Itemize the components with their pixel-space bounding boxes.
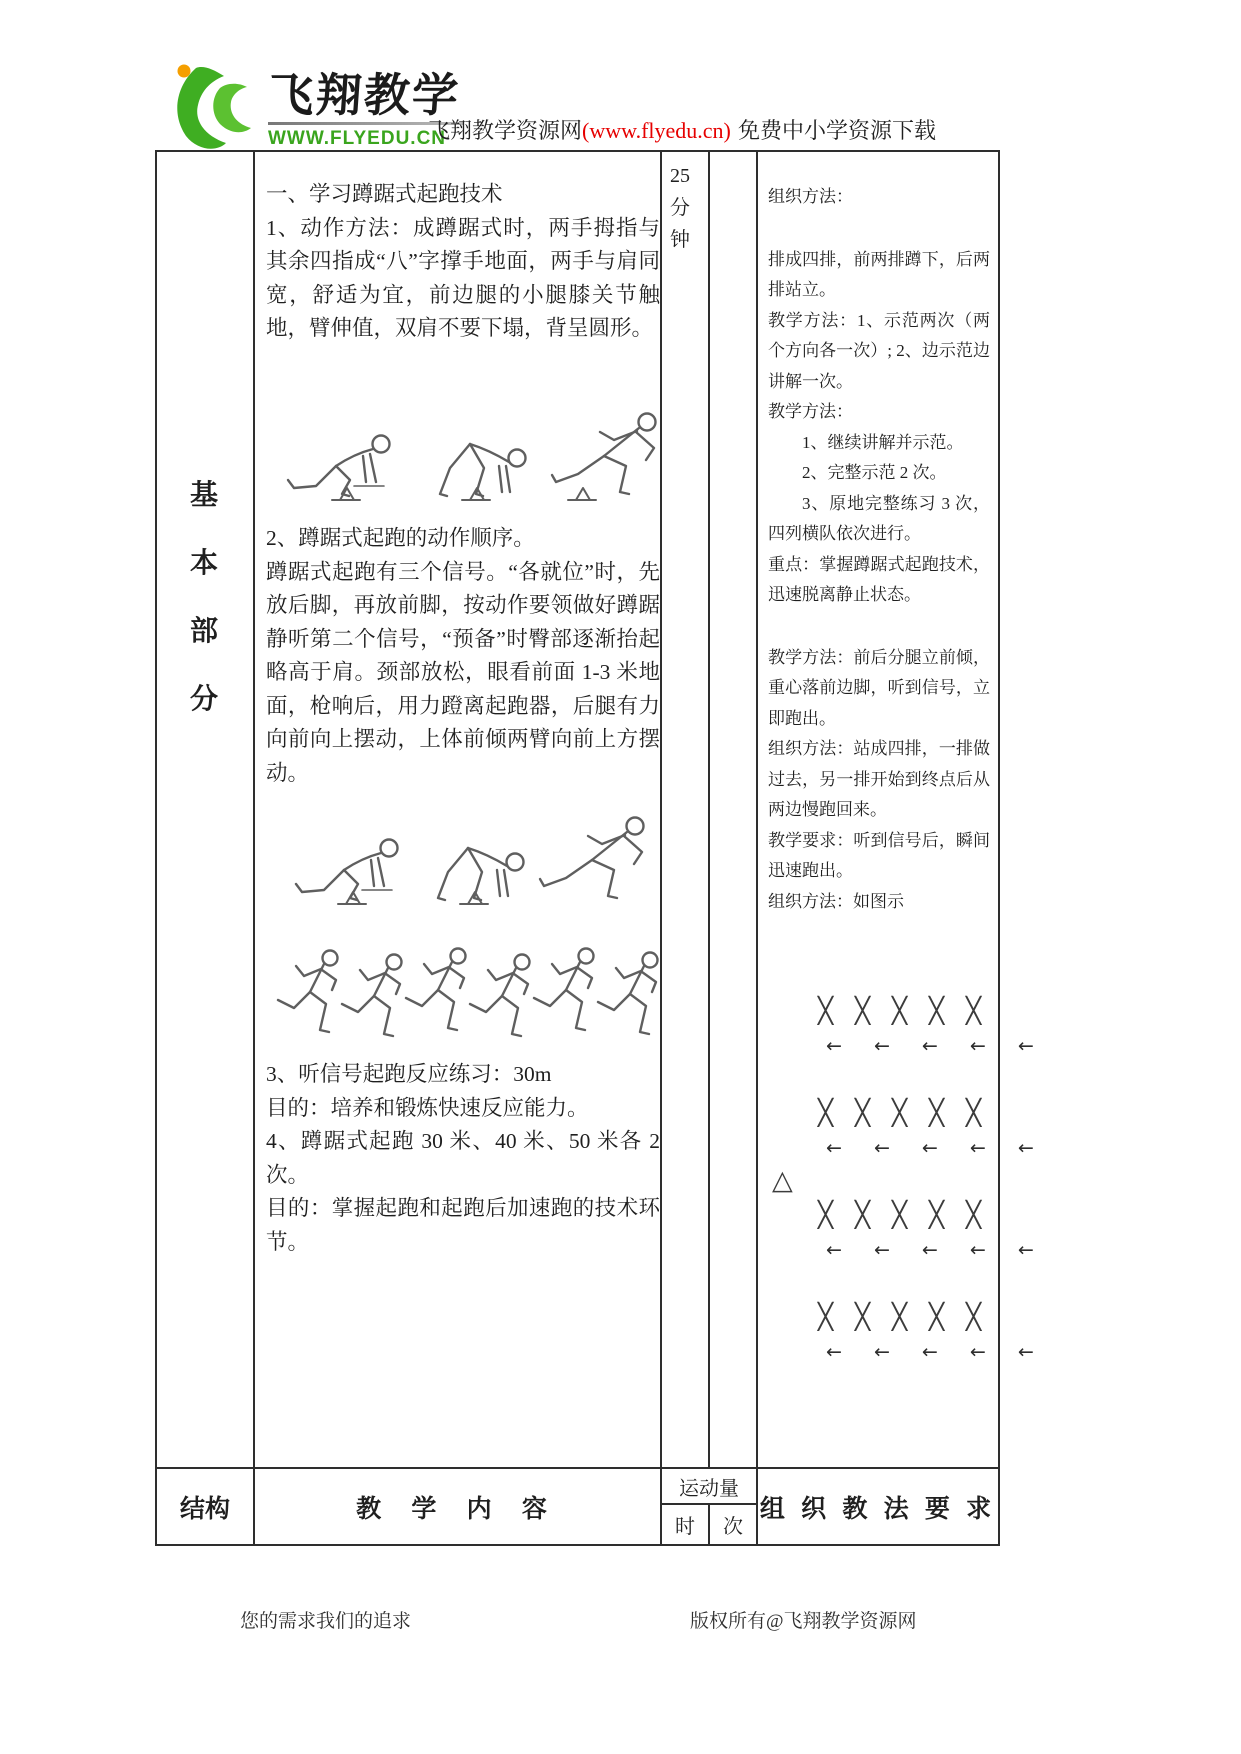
structure-char-1: 基 xyxy=(189,480,218,511)
illustration-start-sequence-2 xyxy=(272,790,672,1042)
structure-char-2: 本 xyxy=(189,548,218,579)
formation-row-1 xyxy=(818,994,1047,1058)
method-teach-3: 教学方法：前后分腿立前倾，重心落前边脚，听到信号，立即跑出。 xyxy=(768,647,990,728)
arrows-row: ← ← ← ← ← xyxy=(826,1035,1047,1057)
teaching-content-2 xyxy=(266,522,660,790)
formation-row-2 xyxy=(818,1096,1047,1160)
arrows-row: ← ← ← ← ← xyxy=(826,1137,1047,1159)
method-org-1-desc: 排成四排，前两排蹲下，后两排站立。 xyxy=(768,249,990,299)
method-step-1: 1、继续讲解并示范。 xyxy=(802,432,964,452)
logo-site-text: WWW.FLYEDU.CN xyxy=(268,128,447,149)
content-sequence-desc: 蹲踞式起跑有三个信号。“各就位”时，先放后脚，再放前脚，按动作要领做好蹲踞静听第二个信号，“预备”时臀部逐渐抬起略高于肩。颈部放松，眼看前面 1-3 米地面，枪响后，用力蹬离起跑器，后腿有力向前向上摆动，上体前倾两臂向前上方摆动。 xyxy=(266,559,660,785)
structure-vertical-label xyxy=(155,482,253,754)
col-header-time: 时 xyxy=(675,1516,695,1538)
col-header-count: 次 xyxy=(723,1516,743,1538)
content-sequence-heading: 2、蹲踞式起跑的动作顺序。 xyxy=(266,526,535,550)
arrows-row: ← ← ← ← ← xyxy=(826,1239,1047,1261)
teaching-content xyxy=(266,178,660,346)
col-sep-structure xyxy=(253,150,255,1546)
students-row: ╳ ╳ ╳ ╳ ╳ xyxy=(818,1200,989,1229)
header-title xyxy=(428,114,731,145)
structure-char-3: 部 xyxy=(189,616,218,647)
method-step-3: 3、原地完整练习 3 次，四列横队依次进行。 xyxy=(768,493,990,543)
arrows-row: ← ← ← ← ← xyxy=(826,1341,1047,1363)
teaching-content-3 xyxy=(266,1058,660,1259)
footer-slogan: 您的需求我们的追求 xyxy=(240,1611,412,1632)
col-header-method: 组 织 教 法 要 求 xyxy=(759,1495,997,1523)
content-heading: 一、学习蹲踞式起跑技术 xyxy=(266,182,503,206)
method-step-2: 2、完整示范 2 次。 xyxy=(802,463,947,482)
table-border-top xyxy=(155,150,1000,152)
col-sep-time-count xyxy=(708,150,710,1467)
header-title-text: 飞翔教学资源网 xyxy=(428,118,583,143)
duration-zhong: 钟 xyxy=(670,229,690,251)
method-requirement: 教学要求：听到信号后，瞬间迅速跑出。 xyxy=(768,830,990,880)
method-org-diagram-label: 组织方法：如图示 xyxy=(768,891,904,911)
logo-brand-text: 飞翔教学 xyxy=(266,69,462,121)
students-row: ╳ ╳ ╳ ╳ ╳ xyxy=(818,996,989,1025)
structure-char-4: 分 xyxy=(189,684,218,715)
content-purpose-1: 目的：培养和锻炼快速反应能力。 xyxy=(266,1095,589,1120)
col-header-structure: 结构 xyxy=(179,1495,230,1523)
illustration-start-sequence-1 xyxy=(280,382,670,514)
content-drill-3: 3、听信号起跑反应练习：30m xyxy=(266,1062,552,1086)
content-method-desc: 1、动作方法：成蹲踞式时，两手拇指与其余四指成“八”字撑手地面，两手与肩同宽，舒适为宜，前边腿的小腿膝关节触地，臂伸值，双肩不要下塌，背呈圆形。 xyxy=(266,215,660,340)
duration-25: 25 xyxy=(670,165,690,187)
method-teach-1: 教学方法：1、示范两次（两个方向各一次）; 2、边示范边讲解一次。 xyxy=(768,310,990,391)
content-drill-4: 4、蹲踞式起跑 30 米、40 米、50 米各 2 次。 xyxy=(266,1129,660,1187)
header-tagline: 免费中小学资源下载 xyxy=(738,118,937,143)
students-row: ╳ ╳ ╳ ╳ ╳ xyxy=(818,1302,989,1331)
formation-row-3 xyxy=(818,1198,1047,1262)
students-row: ╳ ╳ ╳ ╳ ╳ xyxy=(818,1098,989,1127)
method-teach-2: 教学方法： xyxy=(768,402,853,421)
teacher-marker: △ xyxy=(772,1165,793,1196)
footer-copyright: 版权所有@飞翔教学资源网 xyxy=(690,1611,917,1632)
col-header-load: 运动量 xyxy=(679,1477,739,1500)
illustration-acceleration-run xyxy=(272,938,672,1042)
method-org-2: 组织方法：站成四排，一排做过去，另一排开始到终点后从两边慢跑回来。 xyxy=(768,739,990,819)
content-purpose-2: 目的：掌握起跑和起跑后加速跑的技术环节。 xyxy=(266,1196,660,1254)
organization-method xyxy=(768,182,990,917)
formation-row-4 xyxy=(818,1300,1047,1364)
duration-fen: 分 xyxy=(670,197,690,219)
table-border-bottom xyxy=(155,1544,1000,1546)
col-header-content: 教 学 内 容 xyxy=(356,1495,559,1523)
method-org-1: 组织方法： xyxy=(768,187,853,206)
method-key-point: 重点：掌握蹲踞式起跑技术，迅速脱离静止状态。 xyxy=(768,554,990,604)
table-border-left xyxy=(155,150,157,1546)
duration-cell xyxy=(670,160,706,256)
col-sep-method xyxy=(756,150,758,1546)
logo-bird-icon xyxy=(162,60,262,156)
header-title-url[interactable]: (www.flyedu.cn) xyxy=(582,118,731,143)
